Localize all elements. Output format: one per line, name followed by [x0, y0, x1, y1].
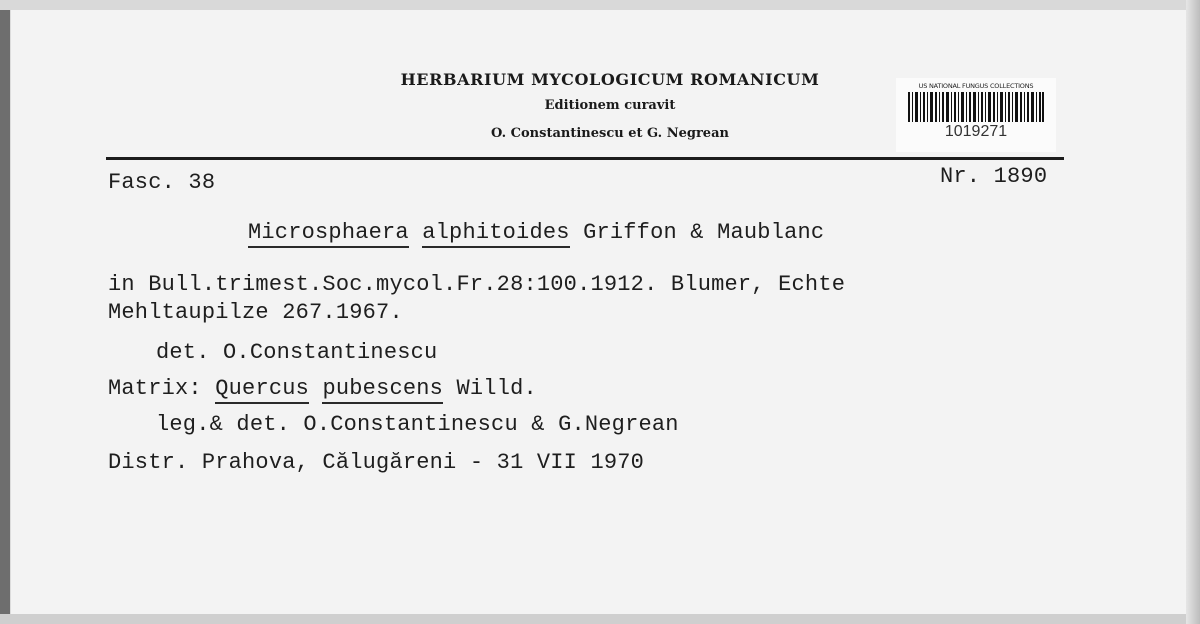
matrix-line	[108, 376, 537, 401]
fascicle-number: Fasc. 38	[108, 170, 216, 195]
matrix-label: Matrix:	[108, 376, 202, 401]
collectors-line: leg.& det. O.Constantinescu & G.Negrean	[156, 412, 679, 437]
header-divider	[106, 157, 1064, 160]
scan-edge-top	[0, 0, 1200, 10]
host-genus: Quercus	[215, 376, 309, 404]
barcode-icon	[908, 92, 1044, 122]
editors: O. Constantinescu et G. Negrean	[491, 126, 729, 141]
catalog-number: 1019271	[944, 123, 1008, 140]
scan-edge-bottom	[0, 614, 1200, 624]
species-authors: Griffon & Maublanc	[583, 220, 825, 245]
barcode-sticker	[896, 78, 1056, 152]
species-epithet: alphitoides	[422, 220, 569, 248]
exsiccata-number: Nr. 1890	[940, 164, 1048, 189]
determiner-line: det. O.Constantinescu	[156, 340, 438, 365]
genus-name: Microsphaera	[248, 220, 409, 248]
reference-line-1: in Bull.trimest.Soc.mycol.Fr.28:100.1912. Blumer, Echte	[108, 272, 846, 297]
scan-edge-right	[1186, 0, 1200, 624]
host-epithet: pubescens	[322, 376, 443, 404]
host-author: Willd.	[456, 376, 537, 401]
reference-line-2: Mehltaupilze 267.1967.	[108, 300, 403, 325]
herbarium-title: HERBARIUM MYCOLOGICUM ROMANICUM	[400, 70, 820, 89]
species-name-line	[248, 220, 824, 245]
barcode-collection-name: US NATIONAL FUNGUS COLLECTIONS	[918, 82, 1034, 90]
edition-note: Editionem curavit	[544, 98, 676, 113]
locality-date-line: Distr. Prahova, Călugăreni - 31 VII 1970	[108, 450, 645, 475]
